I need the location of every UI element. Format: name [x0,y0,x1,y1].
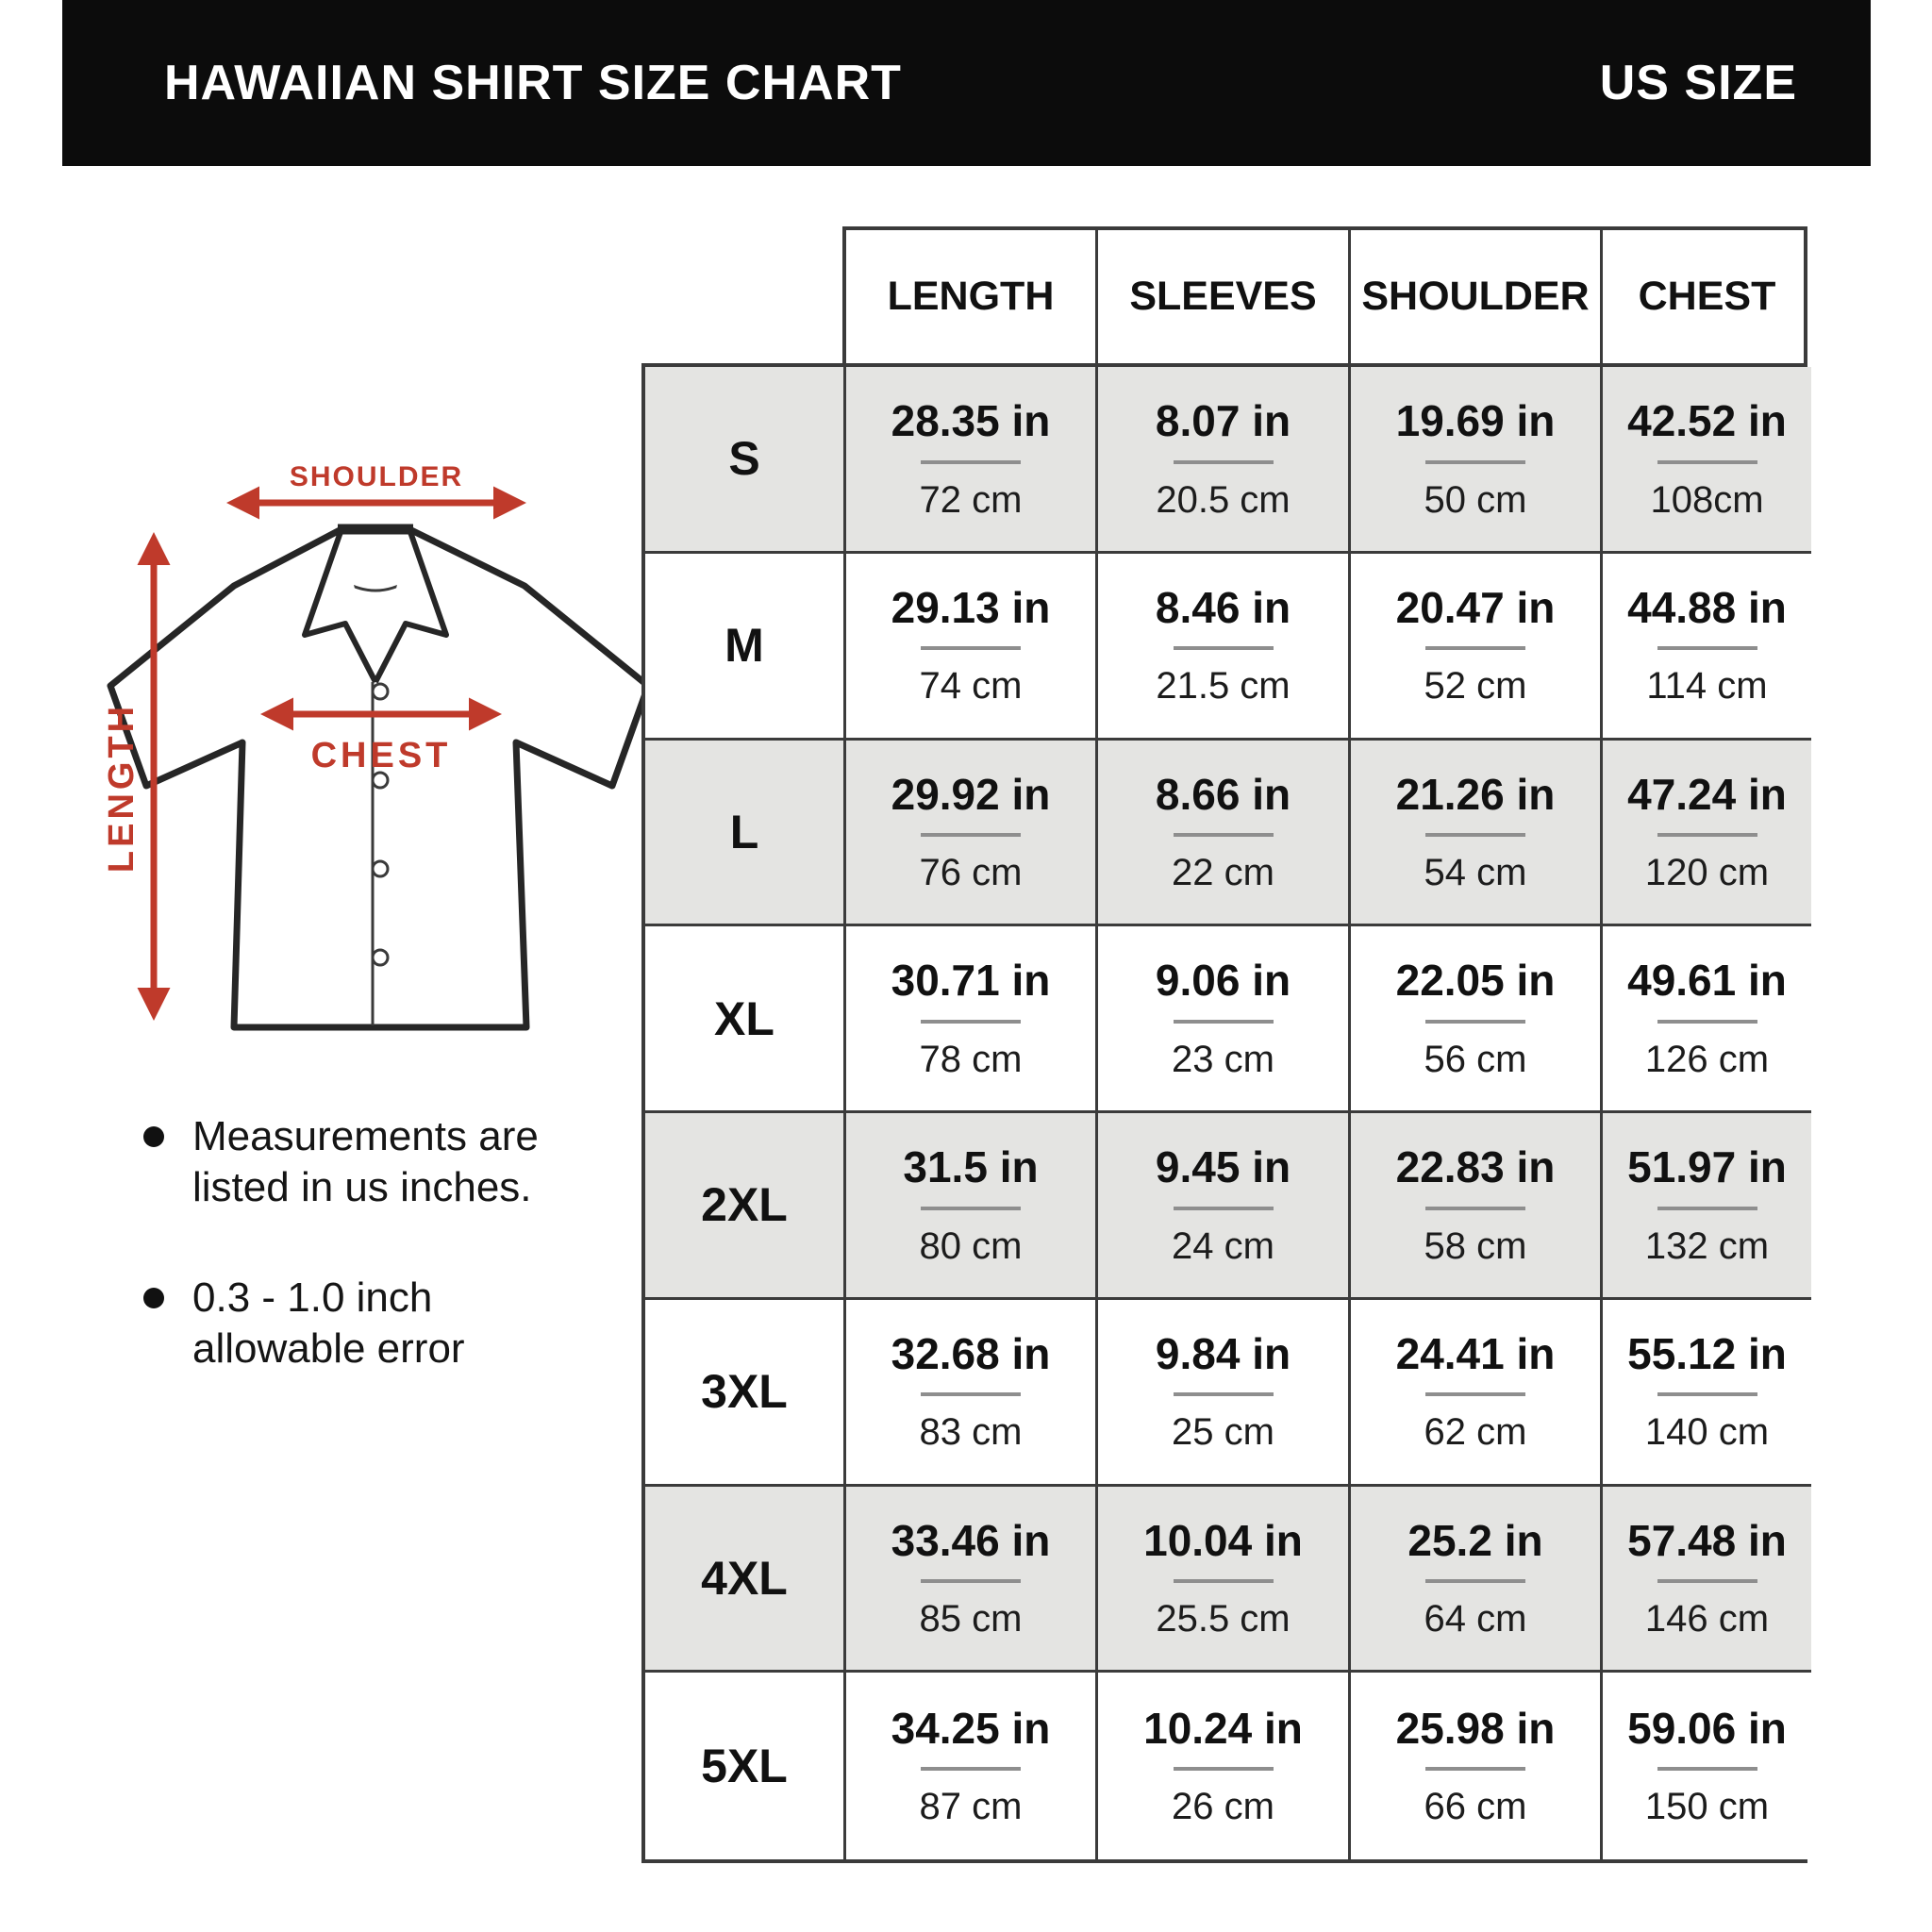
table-cell [846,1300,1098,1487]
size-cell [645,554,846,741]
cm-value: 25 cm [1172,1411,1274,1454]
size-cell [645,367,846,554]
cm-value: 23 cm [1172,1038,1274,1080]
table-cell [846,926,1098,1113]
header-banner [62,0,1871,166]
divider-line [1425,460,1525,464]
table-cell [1603,554,1811,741]
size-label: L [729,805,759,858]
cm-value: 24 cm [1172,1224,1274,1267]
button-icon [373,861,388,876]
table-cell [846,741,1098,927]
inch-value: 31.5 in [903,1142,1039,1192]
inch-value: 33.46 in [891,1515,1051,1565]
size-table-header [842,226,1807,363]
cm-value: 132 cm [1644,1224,1770,1267]
size-cell [645,741,846,927]
table-cell [1603,1300,1811,1487]
inch-value: 30.71 in [891,956,1051,1006]
cm-value: 50 cm [1424,478,1527,521]
size-cell [645,926,846,1113]
inch-value: 19.69 in [1395,396,1556,446]
column-header-length: LENGTH [846,230,1098,363]
table-cell [846,367,1098,554]
table-cell [1098,1113,1351,1300]
note-text: 0.3 - 1.0 inch allowable error [192,1274,465,1373]
divider-line [1657,1579,1757,1583]
table-cell [1351,1673,1603,1859]
cm-value: 140 cm [1644,1411,1770,1454]
divider-line [1174,1579,1274,1583]
cm-value: 52 cm [1424,665,1527,708]
cm-value: 20.5 cm [1156,478,1291,521]
size-table-body [641,363,1807,1863]
table-cell [1351,554,1603,741]
divider-line [1657,1207,1757,1210]
table-cell [846,1113,1098,1300]
bullet-icon [143,1288,164,1308]
length-arrow-label: LENGTH [102,702,142,874]
inch-value: 8.46 in [1155,582,1291,632]
size-label: XL [714,991,774,1045]
cm-value: 114 cm [1646,665,1768,708]
cm-value: 62 cm [1424,1411,1527,1454]
inch-value: 32.68 in [891,1328,1051,1378]
table-cell [1603,926,1811,1113]
table-cell [1098,741,1351,927]
divider-line [1657,646,1757,650]
divider-line [1657,1020,1757,1024]
cm-value: 83 cm [919,1411,1023,1454]
inch-value: 55.12 in [1627,1328,1787,1378]
divider-line [921,1767,1021,1771]
inch-value: 25.2 in [1407,1515,1543,1565]
inch-value: 22.83 in [1395,1142,1556,1192]
table-cell [1603,367,1811,554]
cm-value: 72 cm [919,478,1023,521]
cm-value: 85 cm [919,1598,1023,1641]
table-cell [1351,1300,1603,1487]
divider-line [921,460,1021,464]
divider-line [921,1020,1021,1024]
cm-value: 64 cm [1424,1598,1527,1641]
divider-line [1425,1207,1525,1210]
inch-value: 42.52 in [1627,396,1787,446]
divider-line [1657,1392,1757,1396]
divider-line [1425,1579,1525,1583]
divider-line [1425,833,1525,837]
table-cell [1098,554,1351,741]
divider-line [921,833,1021,837]
divider-line [921,1207,1021,1210]
inch-value: 22.05 in [1395,956,1556,1006]
cm-value: 26 cm [1172,1786,1274,1828]
inch-value: 21.26 in [1395,769,1556,819]
cm-value: 58 cm [1424,1224,1527,1267]
shirt-diagram-icon [80,354,646,1042]
divider-line [1174,1392,1274,1396]
divider-line [1657,833,1757,837]
cm-value: 76 cm [919,852,1023,894]
divider-line [1174,1207,1274,1210]
cm-value: 126 cm [1644,1038,1770,1080]
divider-line [1425,1767,1525,1771]
inch-value: 20.47 in [1395,582,1556,632]
inch-value: 9.84 in [1155,1328,1291,1378]
size-label: 3XL [701,1365,788,1419]
size-label: 2XL [701,1178,788,1232]
inch-value: 28.35 in [891,396,1051,446]
note-item [143,1111,634,1212]
divider-line [1425,1020,1525,1024]
cm-value: 21.5 cm [1156,665,1291,708]
divider-line [1174,833,1274,837]
table-cell [846,1673,1098,1859]
note-item [143,1273,634,1374]
inch-value: 59.06 in [1627,1703,1787,1753]
divider-line [1174,460,1274,464]
inch-value: 44.88 in [1627,582,1787,632]
inch-value: 10.24 in [1143,1703,1303,1753]
region-label: US SIZE [1599,56,1797,110]
inch-value: 10.04 in [1143,1515,1303,1565]
cm-value: 150 cm [1644,1786,1770,1828]
table-cell [1351,1113,1603,1300]
inch-value: 8.07 in [1155,396,1291,446]
inch-value: 9.45 in [1155,1142,1291,1192]
table-cell [1098,367,1351,554]
inch-value: 51.97 in [1627,1142,1787,1192]
size-cell [645,1487,846,1674]
note-text: Measurements are listed in us inches. [192,1113,539,1210]
cm-value: 146 cm [1644,1598,1770,1641]
divider-line [1174,1020,1274,1024]
size-cell [645,1300,846,1487]
size-label: S [728,432,760,486]
cm-value: 108cm [1650,478,1764,521]
cm-value: 120 cm [1644,852,1770,894]
table-cell [1603,1113,1811,1300]
table-cell [846,554,1098,741]
cm-value: 78 cm [919,1038,1023,1080]
button-icon [373,950,388,965]
shoulder-arrow-label: SHOULDER [289,461,464,492]
divider-line [1174,646,1274,650]
table-cell [1351,1487,1603,1674]
cm-value: 66 cm [1424,1786,1527,1828]
page-title: HAWAIIAN SHIRT SIZE CHART [164,56,902,110]
divider-line [921,1579,1021,1583]
cm-value: 80 cm [919,1224,1023,1267]
size-label: M [724,619,764,673]
table-cell [1098,926,1351,1113]
notes-list [143,1111,634,1435]
size-cell [645,1113,846,1300]
inch-value: 29.13 in [891,582,1051,632]
divider-line [921,646,1021,650]
table-cell [846,1487,1098,1674]
table-cell [1603,1673,1811,1859]
divider-line [921,1392,1021,1396]
bullet-icon [143,1126,164,1147]
inch-value: 57.48 in [1627,1515,1787,1565]
divider-line [1657,1767,1757,1771]
cm-value: 25.5 cm [1156,1598,1291,1641]
table-cell [1098,1300,1351,1487]
table-cell [1603,1487,1811,1674]
inch-value: 49.61 in [1627,956,1787,1006]
cm-value: 54 cm [1424,852,1527,894]
column-header-sleeves: SLEEVES [1098,230,1351,363]
column-header-chest: CHEST [1638,274,1776,319]
cm-value: 87 cm [919,1786,1023,1828]
divider-line [1657,460,1757,464]
cm-value: 56 cm [1424,1038,1527,1080]
divider-line [1174,1767,1274,1771]
size-cell [645,1673,846,1859]
divider-line [1425,1392,1525,1396]
table-cell [1098,1673,1351,1859]
chest-arrow-label: CHEST [310,736,452,775]
inch-value: 34.25 in [891,1703,1051,1753]
button-icon [373,684,388,699]
size-label: 4XL [701,1551,788,1605]
inch-value: 9.06 in [1155,956,1291,1006]
table-cell [1351,926,1603,1113]
cm-value: 22 cm [1172,852,1274,894]
column-header-shoulder: SHOULDER [1351,230,1603,363]
divider-line [1425,646,1525,650]
inch-value: 25.98 in [1395,1703,1556,1753]
inch-value: 8.66 in [1155,769,1291,819]
size-label: 5XL [701,1740,788,1793]
table-cell [1603,741,1811,927]
inch-value: 29.92 in [891,769,1051,819]
table-cell [1351,741,1603,927]
cm-value: 74 cm [919,665,1023,708]
inch-value: 24.41 in [1395,1328,1556,1378]
inch-value: 47.24 in [1627,769,1787,819]
table-cell [1351,367,1603,554]
table-cell [1098,1487,1351,1674]
